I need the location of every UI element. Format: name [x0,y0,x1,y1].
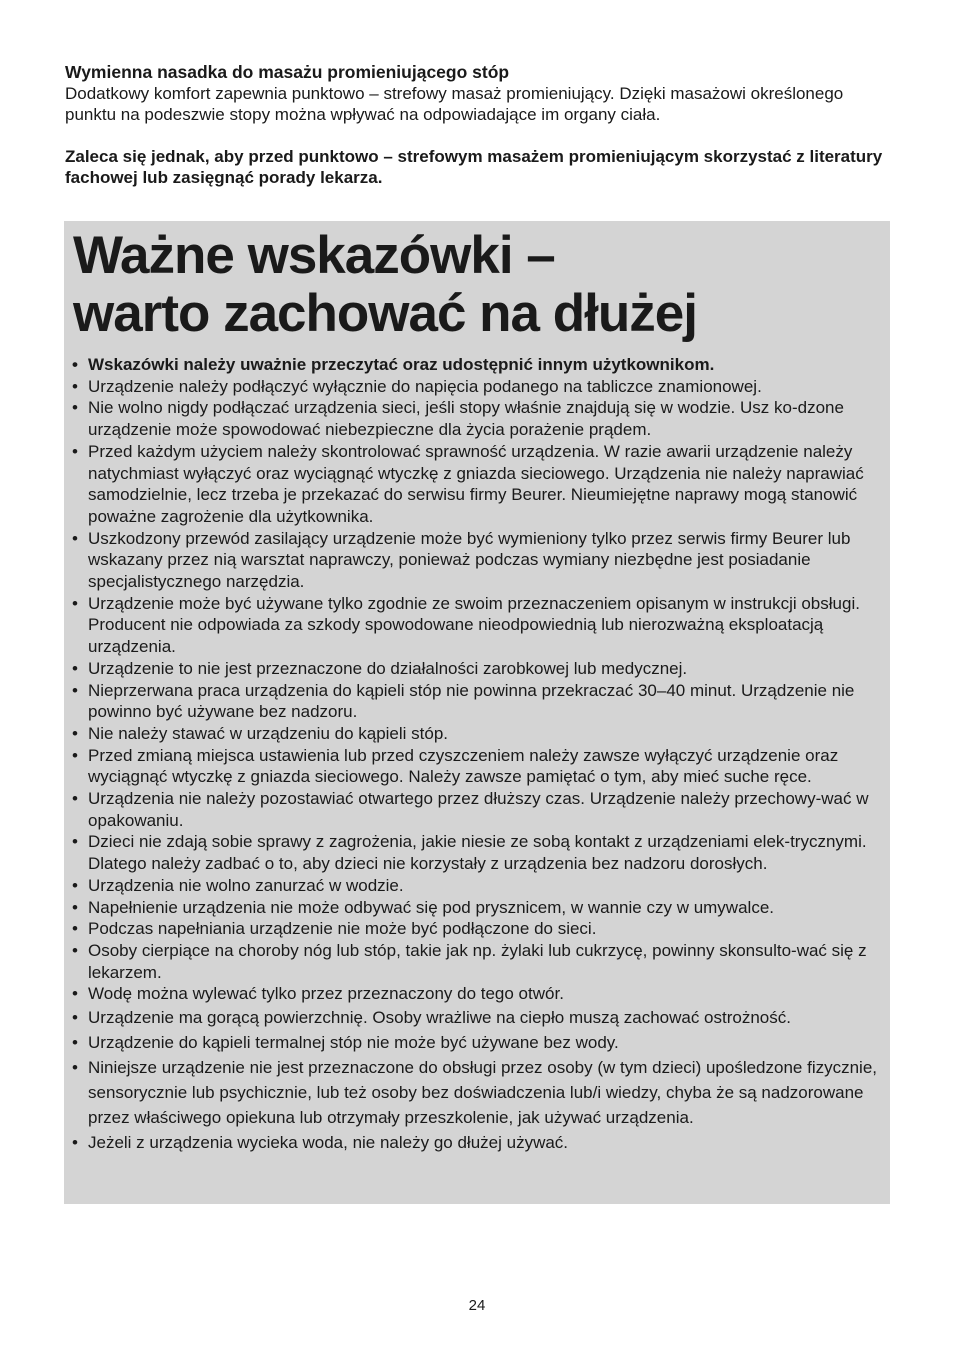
list-item-text: Urządzenie może być używane tylko zgodnie ze swoim przeznaczeniem opisanym w instrukcji obsługi. Producent nie odpowiada za szkody spowodowane nieodpowiednią lub nierozważną eksploatacją urządzenia. [88,593,860,657]
bullet-icon: • [72,593,78,613]
safety-notice-box [64,221,890,1204]
safety-notes-list [72,354,882,1155]
list-item [72,1005,882,1030]
page-number: 24 [468,1297,486,1314]
list-item-text: Podczas napełniania urządzenie nie może być podłączone do sieci. [88,919,597,939]
list-item [72,658,882,680]
intro-warning: Zaleca się jednak, aby przed punktowo – strefowym masażem promieniującym skorzystać z literatury fachowej lub zasięgnąć porady lekarza. [65,147,883,187]
list-item-text: Dzieci nie zdają sobie sprawy z zagrożenia, jakie niesie ze sobą kontakt z urządzeniami elek-trycznymi. Dlatego należy zadbać o to, aby dzieci nie korzystały z urządzenia bez nadzoru dorosłych. [88,832,867,874]
bullet-icon: • [72,441,78,461]
list-item-text: Nie należy stawać w urządzeniu do kąpieli stóp. [88,723,449,743]
bullet-icon: • [72,355,78,374]
list-item-text: Urządzenia nie należy pozostawiać otwartego przez dłuższy czas. Urządzenie należy przechowy-wać w opakowaniu. [88,789,869,830]
list-item [72,1055,882,1130]
list-item [72,983,882,1005]
list-item [72,528,882,593]
notice-title-line2: warto zachować na dłużej [73,284,697,343]
list-item [72,397,882,440]
list-item [72,1030,882,1055]
list-item [72,940,882,983]
bullet-icon: • [72,1033,78,1053]
list-item [72,680,882,723]
bullet-icon: • [72,940,78,960]
list-item [72,875,882,897]
bullet-icon: • [72,376,78,396]
list-item [72,831,882,874]
list-item [72,788,882,831]
list-item-text: Uszkodzony przewód zasilający urządzenie może być wymieniony tylko przez serwis firmy Beurer lub wskazany przez nią warsztat naprawczy, ponieważ podczas wymiany niezbędne jest posiadanie specjalistycznego narzędzia. [88,528,851,592]
list-item [72,918,882,940]
list-item-text: Urządzenie ma gorącą powierzchnię. Osoby wrażliwe na ciepło muszą zachować ostrożność. [88,1008,791,1028]
list-item [72,593,882,658]
bullet-icon: • [72,1008,78,1028]
bullet-icon: • [72,897,78,917]
list-item [72,354,882,376]
list-item-text: Urządzenie do kąpieli termalnej stóp nie może być używane bez wody. [88,1033,619,1053]
intro-heading: Wymienna nasadka do masażu promieniującego stóp [65,62,510,82]
notice-title [73,227,697,343]
list-item-text: Nie wolno nigdy podłączać urządzenia sieci, jeśli stopy właśnie znajdują się w wodzie. Usz ko-dzone urządzenie może spowodować niebezpieczne dla życia porażenie prądem. [88,398,844,440]
bullet-icon: • [72,1133,78,1153]
list-item-text: Przed zmianą miejsca ustawienia lub przed czyszczeniem należy zawsze wyłączyć urządzenie oraz wyciągnąć wtyczkę z gniazda sieciowego. Należy zawsze pamiętać o tym, aby mieć suche ręce. [88,745,839,787]
list-item-text: Przed każdym użyciem należy skontrolować sprawność urządzenia. W razie awarii urządzenie należy natychmiast wyłączyć oraz wyciągnąć wtyczkę z gniazda sieciowego. Urządzenia nie należy naprawiać samodzielnie, lecz trzeba je przekazać do serwisu firmy Beurer. Nieumiejętne naprawy mogą stanowić poważne zagrożenie dla użytkownika. [88,441,864,526]
list-item-text: Jeżeli z urządzenia wycieka woda, nie należy go dłużej używać. [88,1133,569,1153]
list-item [72,441,882,528]
list-item [72,1130,882,1155]
list-item [72,897,882,919]
bullet-icon: • [72,832,78,852]
list-item [72,723,882,745]
list-item [72,376,882,398]
bullet-icon: • [72,984,78,1004]
list-item-text: Wodę można wylewać tylko przez przeznaczony do tego otwór. [88,984,564,1004]
intro-section [65,62,895,188]
list-item-text: Urządzenia nie wolno zanurzać w wodzie. [88,875,404,895]
bullet-icon: • [72,398,78,418]
list-item-text: Wskazówki należy uważnie przeczytać oraz udostępnić innym użytkownikom. [88,355,715,374]
bullet-icon: • [72,658,78,678]
notice-title-line1: Ważne wskazówki – [73,226,555,285]
list-item-text: Nieprzerwana praca urządzenia do kąpieli stóp nie powinna przekraczać 30–40 minut. Urządzenie nie powinno być używane bez nadzoru. [88,680,855,722]
list-item-text: Osoby cierpiące na choroby nóg lub stóp, takie jak np. żylaki lub cukrzycę, powinny skonsulto-wać się z lekarzem. [88,940,867,982]
list-item-text: Urządzenie to nie jest przeznaczone do działalności zarobkowej lub medycznej. [88,658,688,678]
bullet-icon: • [72,745,78,765]
bullet-icon: • [72,789,78,809]
list-item [72,745,882,788]
bullet-icon: • [72,528,78,548]
bullet-icon: • [72,1058,78,1078]
list-item-text: Napełnienie urządzenia nie może odbywać się pod prysznicem, w wannie czy w umywalce. [88,897,774,917]
intro-paragraph: Dodatkowy komfort zapewnia punktowo – strefowy masaż promieniujący. Dzięki masażowi określonego punktu na podeszwie stopy można wpływać na odpowiadające im organy ciała. [65,84,844,124]
bullet-icon: • [72,919,78,939]
list-item-text: Urządzenie należy podłączyć wyłącznie do napięcia podanego na tabliczce znamionowej. [88,376,762,396]
bullet-icon: • [72,680,78,700]
bullet-icon: • [72,875,78,895]
bullet-icon: • [72,723,78,743]
list-item-text: Niniejsze urządzenie nie jest przeznaczone do obsługi przez osoby (w tym dzieci) upośledzone fizycznie, sensorycznie lub psychicznie, lub też osoby bez doświadczenia lub/i wiedzy, chyba że są nadzorowane przez właściwego opiekuna lub otrzymały przeszkolenie, jak używać urządzenia. [88,1058,878,1128]
